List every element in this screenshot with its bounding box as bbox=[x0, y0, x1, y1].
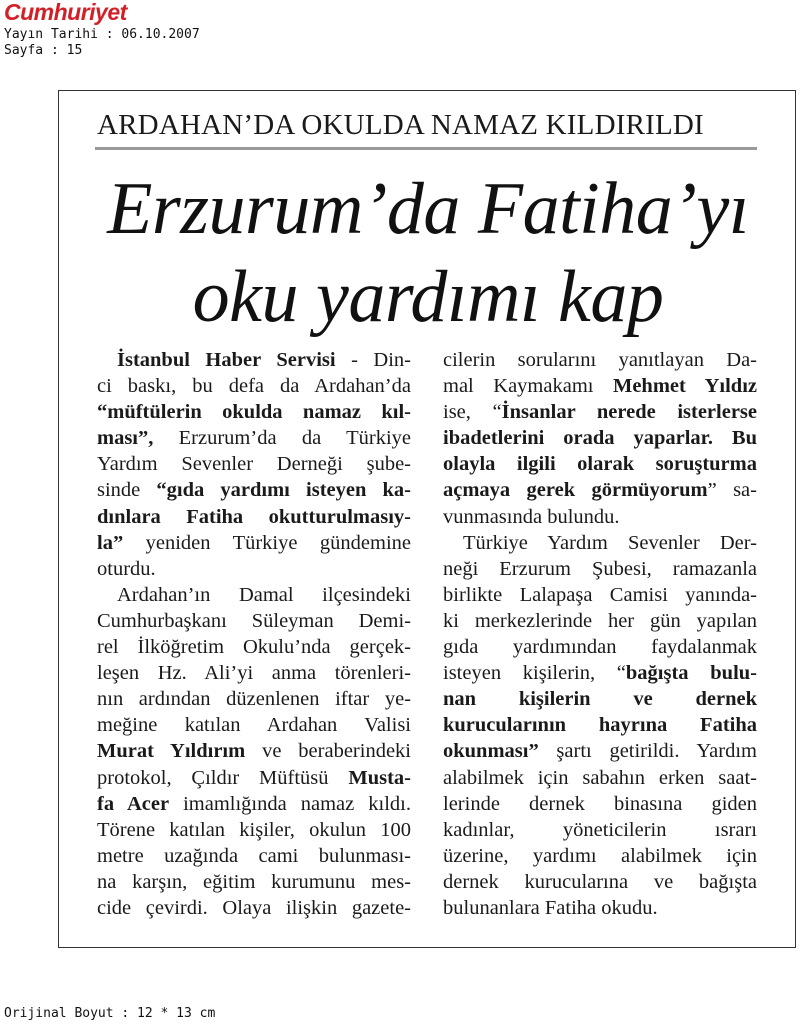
text-line bbox=[97, 869, 411, 895]
text-line bbox=[443, 712, 757, 738]
body-text: lerinde dernek binasına giden bbox=[443, 792, 757, 815]
bold-text: la” bbox=[97, 531, 124, 554]
text-line bbox=[97, 791, 411, 817]
bold-text: ibadetlerini orada yaparlar. Bu bbox=[443, 427, 757, 450]
text-line bbox=[97, 712, 411, 738]
body-text: alabilmek için sabahın erken saat- bbox=[443, 766, 757, 789]
bold-text: “gıda yardımı isteyen ka- bbox=[156, 479, 411, 502]
text-line bbox=[443, 791, 757, 817]
body-text: metre uzağında cami bulunması- bbox=[97, 844, 411, 867]
body-text: meğine katılan Ardahan Valisi bbox=[97, 714, 411, 737]
body-text: cide çevirdi. Olaya ilişkin gazete- bbox=[97, 896, 411, 919]
article-kicker: ARDAHAN’DA OKULDA NAMAZ KILDIRILDI bbox=[97, 109, 704, 141]
body-text: Türkiye Yardım Sevenler Der- bbox=[463, 531, 757, 554]
original-size: Orijinal Boyut : 12 * 13 cm bbox=[4, 1006, 216, 1021]
body-text: imamlığında namaz kıldı. bbox=[169, 792, 411, 815]
body-text: neği Erzurum Şubesi, ramazanla bbox=[443, 557, 757, 580]
body-text: na karşın, eğitim kurumunu mes- bbox=[97, 870, 411, 893]
body-text: vunmasında bulundu. bbox=[443, 505, 620, 528]
text-line bbox=[97, 817, 411, 843]
bold-text: fa Acer bbox=[97, 792, 170, 815]
headline-line-1: Erzurum’da Fatiha’yı bbox=[107, 168, 749, 250]
body-text: oturdu. bbox=[97, 557, 156, 580]
text-line bbox=[97, 530, 411, 556]
body-text: ise, “ bbox=[443, 401, 502, 424]
body-text: protokol, Çıldır Müftüsü bbox=[97, 766, 349, 789]
body-text: Erzurum’da da Türkiye bbox=[153, 427, 411, 450]
bold-text: açmaya gerek görmüyorum bbox=[443, 479, 708, 502]
bold-text: Mehmet Yıldız bbox=[612, 375, 757, 398]
text-line bbox=[443, 530, 757, 556]
text-line bbox=[443, 582, 757, 608]
text-line bbox=[97, 634, 411, 660]
text-line bbox=[443, 425, 757, 451]
bold-text: İstanbul Haber Servisi bbox=[117, 349, 336, 371]
text-line bbox=[97, 425, 411, 451]
text-line bbox=[443, 686, 757, 712]
text-line bbox=[443, 451, 757, 477]
text-line bbox=[97, 686, 411, 712]
body-text: isteyen kişilerin, “ bbox=[443, 662, 626, 685]
text-line bbox=[443, 843, 757, 869]
text-line bbox=[443, 504, 757, 530]
text-line bbox=[97, 660, 411, 686]
text-line bbox=[97, 895, 411, 921]
body-text: cilerin sorularını yanıtlayan Da- bbox=[443, 349, 757, 371]
body-text: dernek kurucularına ve bağışta bbox=[443, 870, 757, 893]
text-line bbox=[443, 765, 757, 791]
body-text: ” sa- bbox=[707, 479, 757, 502]
body-text: leşen Hz. Ali’yi anma törenleri- bbox=[97, 662, 411, 685]
body-text: nın ardından düzenlenen iftar ye- bbox=[97, 688, 411, 711]
body-text: Cumhurbaşkanı Süleyman Demi- bbox=[97, 609, 411, 632]
text-line bbox=[97, 765, 411, 791]
text-line bbox=[443, 738, 757, 764]
body-text: ci baskı, bu defa da Ardahan’da bbox=[97, 375, 411, 398]
text-line bbox=[97, 451, 411, 477]
bold-text: Murat Yıldırım bbox=[97, 740, 246, 763]
text-line bbox=[443, 817, 757, 843]
text-line bbox=[443, 399, 757, 425]
text-line bbox=[443, 634, 757, 660]
body-text: ki merkezlerinde her gün yapılan bbox=[443, 609, 757, 632]
body-text: rel İlköğretim Okulu’nda gerçek- bbox=[97, 636, 411, 659]
publication-date: Yayın Tarihi : 06.10.2007 bbox=[4, 27, 200, 42]
text-line bbox=[443, 477, 757, 503]
bold-text: “müftülerin okulda namaz kıl- bbox=[97, 401, 411, 424]
text-line bbox=[97, 373, 411, 399]
text-line bbox=[97, 738, 411, 764]
bold-text: olayla ilgili olarak soruşturma bbox=[443, 453, 757, 476]
text-line bbox=[443, 556, 757, 582]
body-text: Ardahan’ın Damal ilçesindeki bbox=[117, 583, 411, 606]
bold-text: ması”, bbox=[97, 427, 154, 450]
body-text: ve beraberindeki bbox=[245, 740, 411, 763]
text-line bbox=[443, 869, 757, 895]
text-line bbox=[97, 582, 411, 608]
headline-line-2: oku yardımı kap bbox=[192, 256, 664, 338]
article-column-left bbox=[97, 347, 411, 921]
bold-text: bağışta bulu- bbox=[625, 662, 757, 685]
bold-text: kurucularının hayrına Fatiha bbox=[443, 714, 757, 737]
text-line bbox=[97, 608, 411, 634]
text-line bbox=[443, 373, 757, 399]
bold-text: okunması” bbox=[443, 740, 539, 763]
text-line bbox=[443, 895, 757, 921]
body-text: gıda yardımından faydalanmak bbox=[443, 636, 757, 659]
bold-text: dınlara Fatiha okutturulmasıy- bbox=[97, 505, 411, 528]
bold-text: Musta- bbox=[348, 766, 411, 789]
article-column-right bbox=[443, 347, 757, 921]
body-text: Törene katılan kişiler, okulun 100 bbox=[97, 818, 411, 841]
text-line bbox=[443, 608, 757, 634]
text-line bbox=[97, 477, 411, 503]
newspaper-logo: Cumhuriyet bbox=[4, 0, 127, 25]
body-text: birlikte Lalapaşa Camisi yanında- bbox=[443, 583, 757, 606]
body-text: Yardım Sevenler Derneği şube- bbox=[97, 453, 411, 476]
body-text: üzerine, yardımı alabilmek için bbox=[443, 844, 757, 867]
text-line bbox=[97, 504, 411, 530]
page-number: Sayfa : 15 bbox=[4, 43, 83, 58]
body-text: yeniden Türkiye gündemine bbox=[123, 531, 411, 554]
bold-text: İnsanlar nerede isterlerse bbox=[501, 401, 757, 424]
text-line bbox=[443, 347, 757, 373]
body-text: kadınlar, yöneticilerin ısrarı bbox=[443, 818, 757, 841]
text-line bbox=[97, 399, 411, 425]
body-text: mal Kaymakamı bbox=[443, 375, 613, 398]
kicker-divider bbox=[95, 147, 757, 150]
text-line bbox=[97, 347, 411, 373]
body-text: şartı getirildi. Yardım bbox=[538, 740, 757, 763]
body-text: - Din- bbox=[335, 349, 412, 371]
body-text: bulunanlara Fatiha okudu. bbox=[443, 896, 658, 919]
text-line bbox=[443, 660, 757, 686]
text-line bbox=[97, 843, 411, 869]
text-line bbox=[97, 556, 411, 582]
bold-text: nan kişilerin ve dernek bbox=[443, 688, 757, 711]
article-clipping bbox=[58, 90, 796, 948]
body-text: sinde bbox=[97, 479, 157, 502]
